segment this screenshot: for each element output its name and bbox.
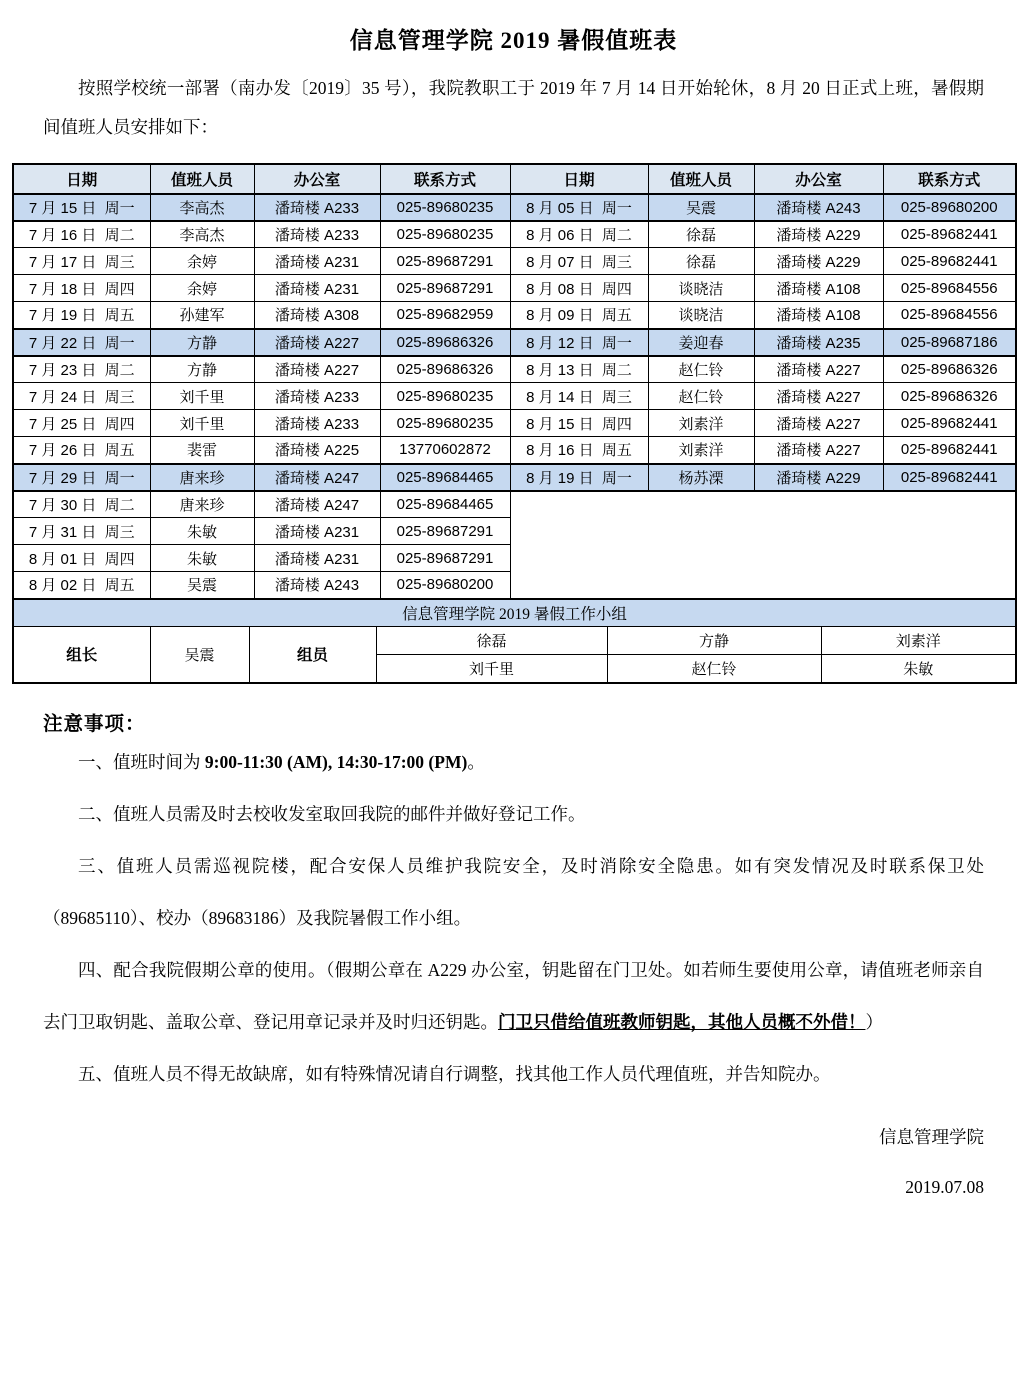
- date-cell: 7 月 19 日 周五: [13, 302, 150, 329]
- office-cell: 潘琦楼 A227: [754, 356, 883, 383]
- office-cell: 潘琦楼 A229: [754, 221, 883, 248]
- office-cell: 潘琦楼 A227: [754, 383, 883, 410]
- office-cell: 潘琦楼 A247: [254, 464, 380, 491]
- member-cell: 方静: [607, 627, 821, 655]
- office-cell: 潘琦楼 A227: [754, 437, 883, 464]
- date-cell: 7 月 22 日 周一: [13, 329, 150, 356]
- note-text-segment: 门卫只借给值班教师钥匙，其他人员概不外借！: [498, 1011, 866, 1032]
- office-cell: 潘琦楼 A227: [254, 329, 380, 356]
- leader-label-cell: 组长: [13, 627, 150, 683]
- intro-paragraph: 按照学校统一部署（南办发〔2019〕35 号），我院教职工于 2019 年 7 月 14 日开始轮休，8 月 20 日正式上班，暑假期间值班人员安排如下：: [43, 78, 984, 137]
- duty-table-body: [13, 194, 1016, 599]
- person-cell: 余婷: [150, 275, 254, 302]
- date-cell: 8 月 07 日 周三: [510, 248, 648, 275]
- date-cell: 8 月 06 日 周二: [510, 221, 648, 248]
- office-cell: 潘琦楼 A233: [254, 383, 380, 410]
- duty-row: [13, 410, 1016, 437]
- person-cell: 刘素洋: [648, 410, 754, 437]
- date-cell: 8 月 19 日 周一: [510, 464, 648, 491]
- date-cell: 8 月 12 日 周一: [510, 329, 648, 356]
- phone-cell: 025-89687186: [883, 329, 1016, 356]
- phone-cell: 025-89680200: [380, 572, 510, 599]
- office-cell: 潘琦楼 A233: [254, 410, 380, 437]
- office-cell: 潘琦楼 A231: [254, 275, 380, 302]
- note-item: [43, 1048, 984, 1100]
- office-cell: 潘琦楼 A108: [754, 302, 883, 329]
- phone-cell: 025-89682441: [883, 248, 1016, 275]
- person-cell: 杨苏溧: [648, 464, 754, 491]
- person-cell: 李高杰: [150, 194, 254, 221]
- phone-cell: 025-89680200: [883, 194, 1016, 221]
- phone-cell: 025-89687291: [380, 248, 510, 275]
- phone-cell: 025-89680235: [380, 221, 510, 248]
- date-cell: 7 月 25 日 周四: [13, 410, 150, 437]
- office-cell: 潘琦楼 A231: [254, 518, 380, 545]
- note-text-segment: 9:00-11:30 (AM), 14:30-17:00 (PM): [204, 751, 468, 772]
- phone-cell: 025-89684556: [883, 275, 1016, 302]
- person-cell: 赵仁铃: [648, 356, 754, 383]
- person-cell: 吴震: [150, 572, 254, 599]
- person-cell: 朱敏: [150, 545, 254, 572]
- phone-cell: 025-89684465: [380, 464, 510, 491]
- person-cell: 刘素洋: [648, 437, 754, 464]
- signature-block: [43, 1112, 984, 1212]
- work-group-table: [12, 598, 1017, 684]
- member-cell: 刘素洋: [821, 627, 1016, 655]
- notes-list: [0, 736, 1027, 1100]
- column-header: 联系方式: [883, 164, 1016, 194]
- column-header: 值班人员: [648, 164, 754, 194]
- duty-row: [13, 437, 1016, 464]
- signature-org: 信息管理学院: [879, 1126, 984, 1147]
- phone-cell: 025-89687291: [380, 275, 510, 302]
- duty-table-header-row: [13, 164, 1016, 194]
- phone-cell: 025-89687291: [380, 518, 510, 545]
- office-cell: 潘琦楼 A225: [254, 437, 380, 464]
- date-cell: 7 月 23 日 周二: [13, 356, 150, 383]
- column-header: 日期: [510, 164, 648, 194]
- work-group-banner: 信息管理学院 2019 暑假工作小组: [13, 599, 1016, 627]
- office-cell: 潘琦楼 A233: [254, 221, 380, 248]
- duty-row: [13, 329, 1016, 356]
- page-title: 信息管理学院 2019 暑假值班表: [349, 28, 678, 53]
- phone-cell: 025-89682441: [883, 464, 1016, 491]
- person-cell: 吴震: [648, 194, 754, 221]
- member-cell: 赵仁铃: [607, 655, 821, 683]
- duty-row: [13, 491, 1016, 518]
- leader-name-cell: 吴震: [150, 627, 249, 683]
- phone-cell: 025-89686326: [380, 329, 510, 356]
- phone-cell: 025-89684465: [380, 491, 510, 518]
- date-cell: 8 月 08 日 周四: [510, 275, 648, 302]
- duty-row: [13, 194, 1016, 221]
- empty-region: [510, 491, 1016, 599]
- phone-cell: 025-89686326: [883, 356, 1016, 383]
- office-cell: 潘琦楼 A227: [754, 410, 883, 437]
- phone-cell: 025-89686326: [380, 356, 510, 383]
- duty-row: [13, 356, 1016, 383]
- note-text-segment: 二、值班人员需及时去校收发室取回我院的邮件并做好登记工作。: [78, 803, 586, 824]
- note-text-segment: 。: [467, 751, 485, 772]
- person-cell: 赵仁铃: [648, 383, 754, 410]
- phone-cell: 025-89684556: [883, 302, 1016, 329]
- phone-cell: 025-89682441: [883, 437, 1016, 464]
- person-cell: 方静: [150, 356, 254, 383]
- phone-cell: 13770602872: [380, 437, 510, 464]
- date-cell: 7 月 18 日 周四: [13, 275, 150, 302]
- note-item: [43, 736, 984, 788]
- note-item: [43, 788, 984, 840]
- note-text-segment: 三、值班人员需巡视院楼，配合安保人员维护我院安全，及时消除安全隐患。如有突发情况及时联系保卫处（89685110）、校办（89683186）及我院暑假工作小组。: [43, 855, 984, 928]
- date-cell: 7 月 30 日 周二: [13, 491, 150, 518]
- member-cell: 刘千里: [376, 655, 607, 683]
- person-cell: 谈晓洁: [648, 302, 754, 329]
- duty-row: [13, 383, 1016, 410]
- note-text-segment: ）: [865, 1011, 883, 1032]
- date-cell: 7 月 15 日 周一: [13, 194, 150, 221]
- phone-cell: 025-89686326: [883, 383, 1016, 410]
- date-cell: 8 月 15 日 周四: [510, 410, 648, 437]
- column-header: 值班人员: [150, 164, 254, 194]
- phone-cell: 025-89682441: [883, 221, 1016, 248]
- phone-cell: 025-89680235: [380, 383, 510, 410]
- note-item: [43, 944, 984, 1048]
- column-header: 办公室: [254, 164, 380, 194]
- date-cell: 8 月 09 日 周五: [510, 302, 648, 329]
- office-cell: 潘琦楼 A108: [754, 275, 883, 302]
- person-cell: 孙建军: [150, 302, 254, 329]
- date-cell: 7 月 16 日 周二: [13, 221, 150, 248]
- office-cell: 潘琦楼 A243: [754, 194, 883, 221]
- office-cell: 潘琦楼 A229: [754, 464, 883, 491]
- duty-row: [13, 248, 1016, 275]
- date-cell: 8 月 16 日 周五: [510, 437, 648, 464]
- date-cell: 8 月 14 日 周三: [510, 383, 648, 410]
- office-cell: 潘琦楼 A233: [254, 194, 380, 221]
- phone-cell: 025-89687291: [380, 545, 510, 572]
- office-cell: 潘琦楼 A229: [754, 248, 883, 275]
- phone-cell: 025-89680235: [380, 194, 510, 221]
- phone-cell: 025-89680235: [380, 410, 510, 437]
- office-cell: 潘琦楼 A227: [254, 356, 380, 383]
- person-cell: 姜迎春: [648, 329, 754, 356]
- duty-table-wrap: [12, 163, 1015, 684]
- phone-cell: 025-89682959: [380, 302, 510, 329]
- notes-heading: 注意事项：: [43, 712, 146, 735]
- person-cell: 李高杰: [150, 221, 254, 248]
- duty-row: [13, 275, 1016, 302]
- office-cell: 潘琦楼 A231: [254, 248, 380, 275]
- duty-row: [13, 221, 1016, 248]
- person-cell: 余婷: [150, 248, 254, 275]
- person-cell: 刘千里: [150, 383, 254, 410]
- office-cell: 潘琦楼 A308: [254, 302, 380, 329]
- duty-row: [13, 302, 1016, 329]
- note-text-segment: 四、配合我院假期公章的使用。（假期公章在 A229 办公室，钥匙留在门卫处。如若师生要使用公章，请值班老师亲自去门卫取钥匙、盖取公章、登记用章记录并及时归还钥匙。: [43, 959, 984, 1032]
- date-cell: 7 月 29 日 周一: [13, 464, 150, 491]
- date-cell: 7 月 26 日 周五: [13, 437, 150, 464]
- duty-schedule-table: [12, 163, 1017, 600]
- column-header: 联系方式: [380, 164, 510, 194]
- signature-date: 2019.07.08: [905, 1176, 984, 1197]
- office-cell: 潘琦楼 A235: [754, 329, 883, 356]
- member-cell: 徐磊: [376, 627, 607, 655]
- duty-row: [13, 464, 1016, 491]
- person-cell: 唐来珍: [150, 491, 254, 518]
- person-cell: 谈晓洁: [648, 275, 754, 302]
- office-cell: 潘琦楼 A243: [254, 572, 380, 599]
- date-cell: 8 月 02 日 周五: [13, 572, 150, 599]
- phone-cell: 025-89682441: [883, 410, 1016, 437]
- note-text-segment: 五、值班人员不得无故缺席，如有特殊情况请自行调整，找其他工作人员代理值班，并告知院办。: [78, 1063, 831, 1084]
- date-cell: 7 月 17 日 周三: [13, 248, 150, 275]
- person-cell: 裴雷: [150, 437, 254, 464]
- date-cell: 7 月 31 日 周三: [13, 518, 150, 545]
- person-cell: 徐磊: [648, 221, 754, 248]
- date-cell: 8 月 01 日 周四: [13, 545, 150, 572]
- person-cell: 唐来珍: [150, 464, 254, 491]
- person-cell: 刘千里: [150, 410, 254, 437]
- members-label-cell: 组员: [249, 627, 376, 683]
- person-cell: 徐磊: [648, 248, 754, 275]
- work-group-banner-row: [13, 599, 1016, 627]
- note-item: [43, 840, 984, 944]
- date-cell: 7 月 24 日 周三: [13, 383, 150, 410]
- note-text-segment: 一、值班时间为: [78, 751, 205, 772]
- date-cell: 8 月 13 日 周二: [510, 356, 648, 383]
- date-cell: 8 月 05 日 周一: [510, 194, 648, 221]
- person-cell: 方静: [150, 329, 254, 356]
- work-group-row: [13, 627, 1016, 655]
- column-header: 办公室: [754, 164, 883, 194]
- column-header: 日期: [13, 164, 150, 194]
- member-cell: 朱敏: [821, 655, 1016, 683]
- office-cell: 潘琦楼 A247: [254, 491, 380, 518]
- person-cell: 朱敏: [150, 518, 254, 545]
- office-cell: 潘琦楼 A231: [254, 545, 380, 572]
